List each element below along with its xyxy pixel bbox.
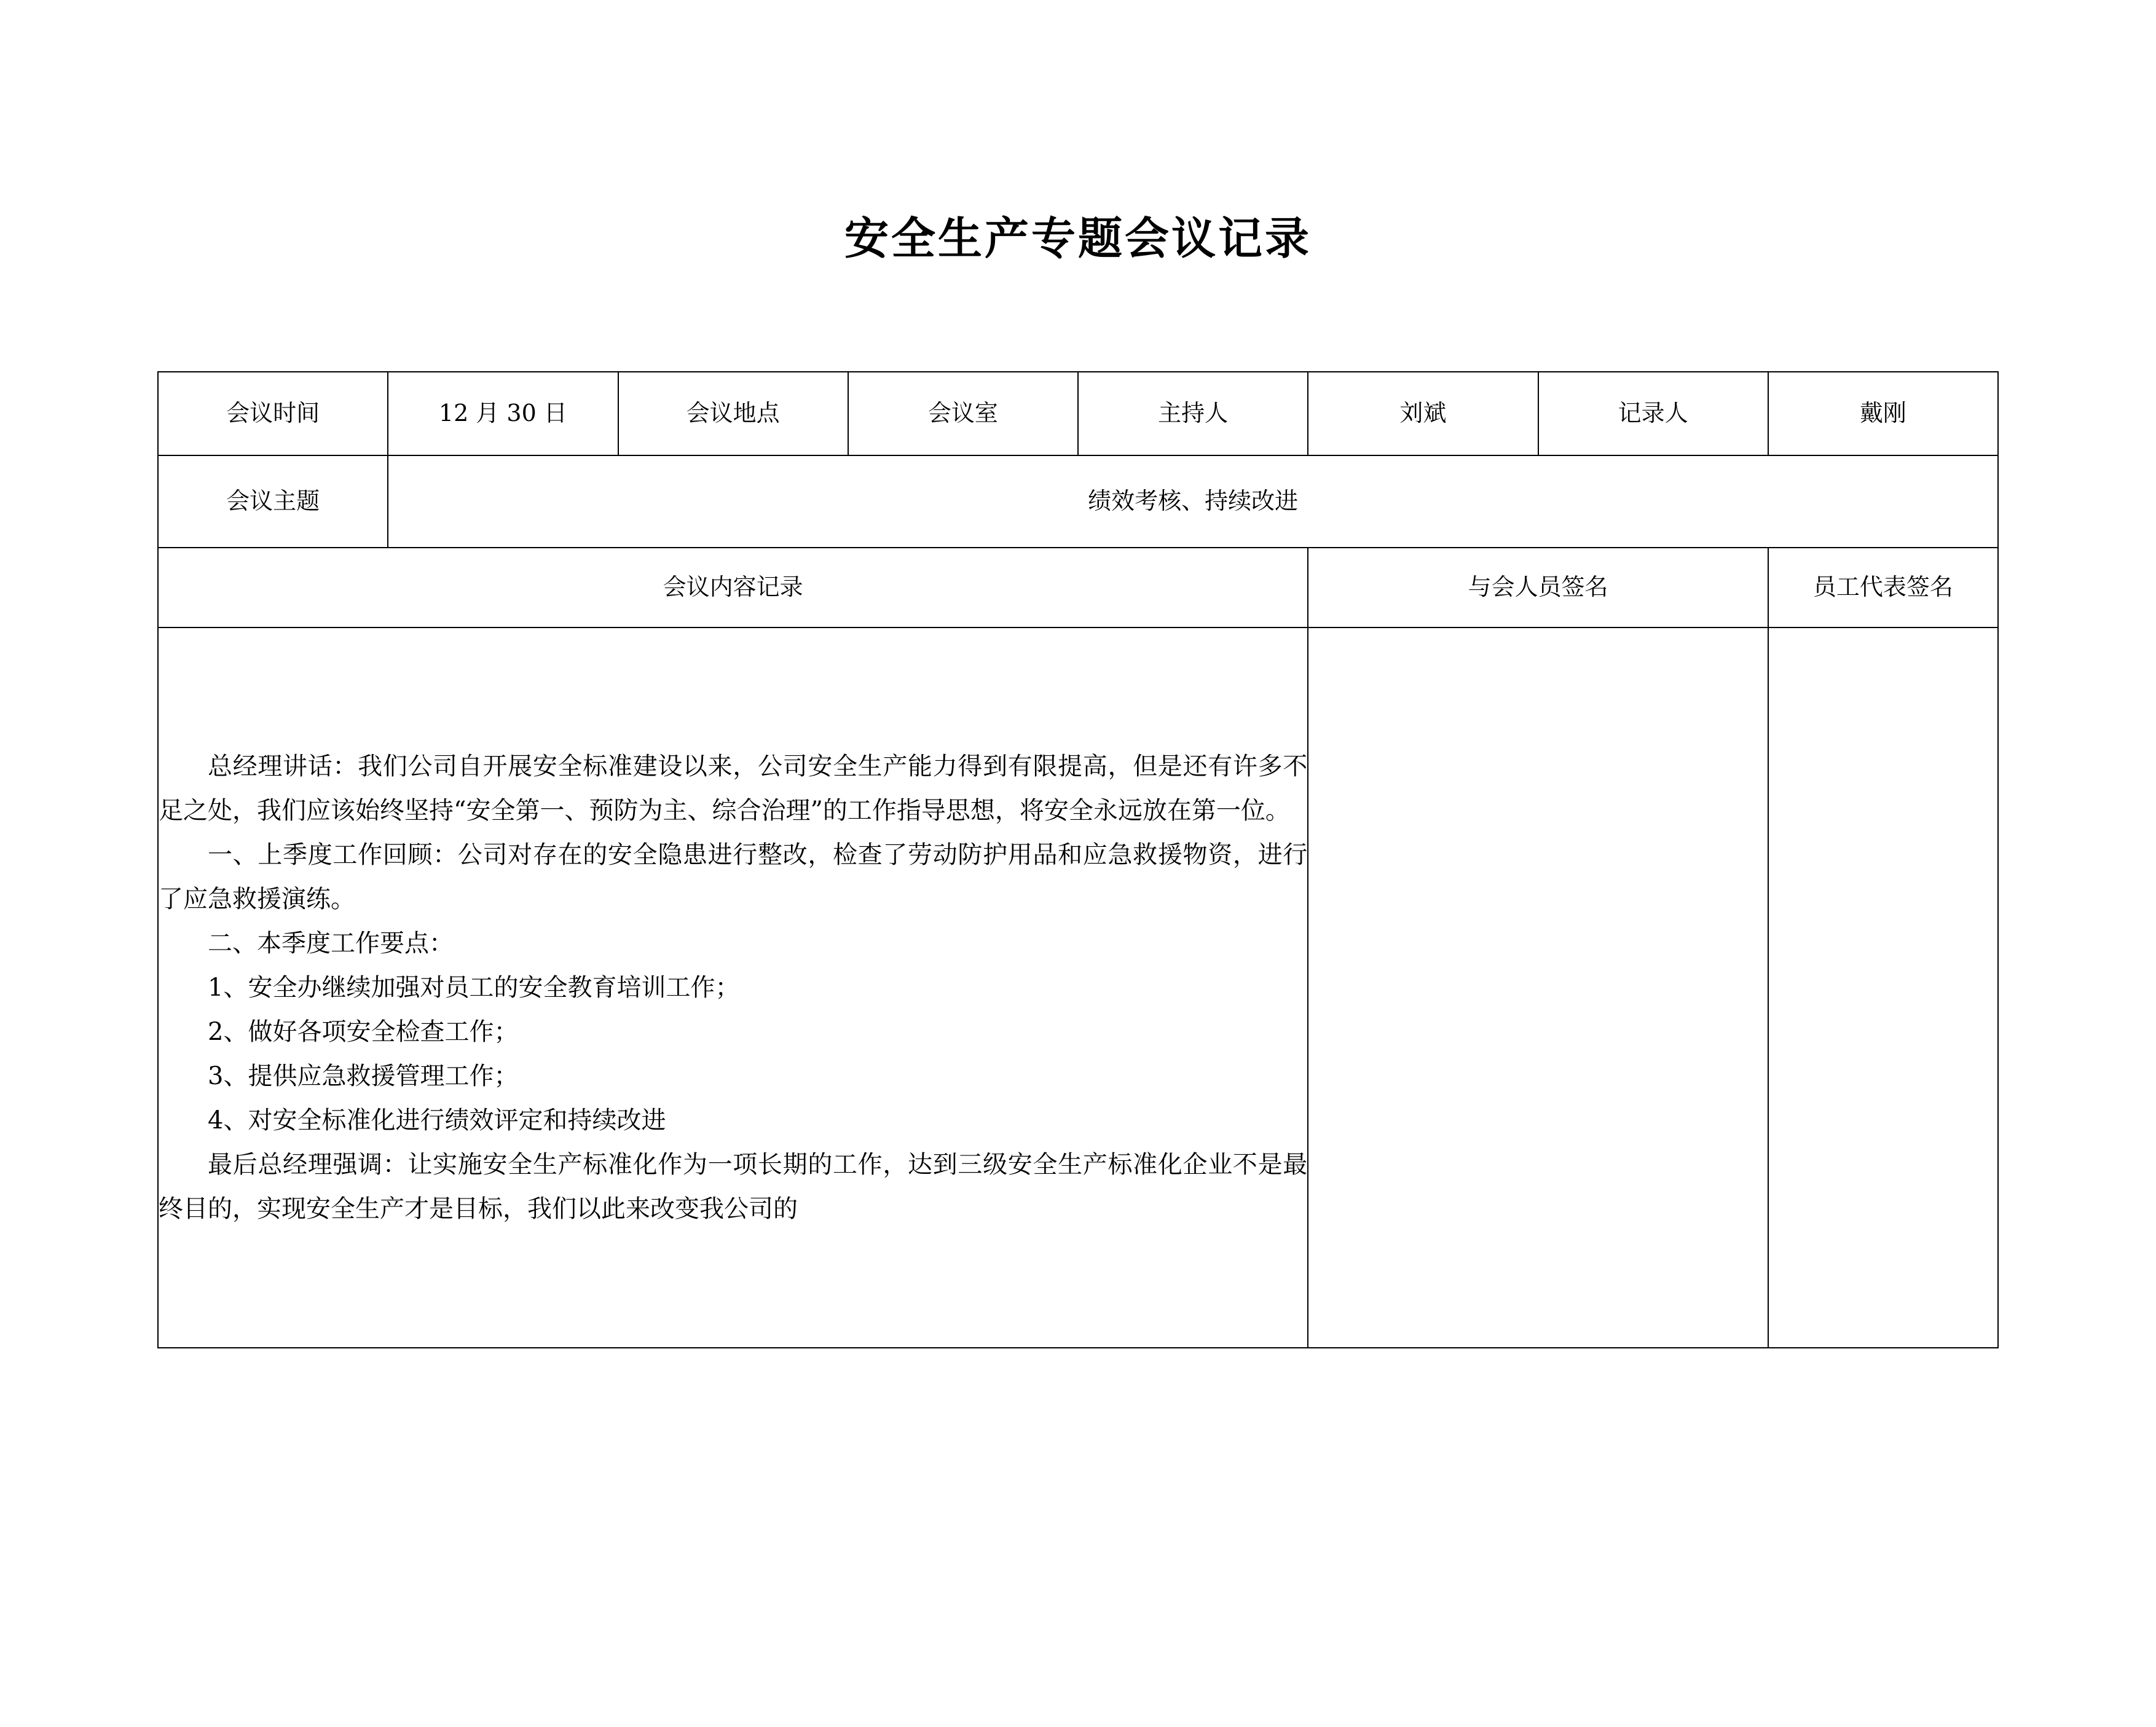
table-row-column-headers: [158, 548, 1998, 627]
column-header-attendee-signature: 与会人员签名: [1308, 548, 1768, 627]
label-meeting-topic: 会议主题: [158, 455, 388, 548]
meeting-content-cell: [158, 627, 1308, 1348]
content-paragraph: 二、本季度工作要点：: [208, 929, 454, 958]
content-paragraph: 3、提供应急救援管理工作；: [208, 1062, 519, 1090]
column-header-content: 会议内容记录: [158, 548, 1308, 627]
label-meeting-time: 会议时间: [158, 372, 388, 455]
value-meeting-recorder: 戴刚: [1768, 372, 1998, 455]
content-paragraph: 总经理讲话：我们公司自开展安全标准建设以来，公司安全生产能力得到有限提高，但是还有许多不足之处，我们应该始终坚持“安全第一、预防为主、综合治理”的工作指导思想，将安全永远放在第一位。: [159, 752, 1308, 825]
table-row-content: [158, 627, 1998, 1348]
document-page: [0, 203, 2156, 1727]
label-meeting-place: 会议地点: [618, 372, 848, 455]
content-paragraph: 4、对安全标准化进行绩效评定和持续改进: [208, 1106, 666, 1135]
table-row-meeting-topic: [158, 455, 1998, 548]
content-paragraph: 2、做好各项安全检查工作；: [208, 1018, 519, 1046]
content-paragraph: 最后总经理强调：让实施安全生产标准化作为一项长期的工作，达到三级安全生产标准化企业不是最终目的，实现安全生产才是目标，我们以此来改变我公司的: [159, 1151, 1308, 1223]
value-meeting-topic: 绩效考核、持续改进: [388, 455, 1998, 548]
content-paragraph: 一、上季度工作回顾：公司对存在的安全隐患进行整改，检查了劳动防护用品和应急救援物资，进行了应急救援演练。: [159, 841, 1308, 913]
table-row-meeting-info: [158, 372, 1998, 455]
page-title: 安全生产专题会议记录: [844, 213, 1312, 264]
meeting-record-table: [157, 371, 1999, 1348]
meeting-record-table-wrapper: [157, 371, 1999, 1348]
value-meeting-place: 会议室: [848, 372, 1078, 455]
label-meeting-recorder: 记录人: [1538, 372, 1768, 455]
label-meeting-host: 主持人: [1078, 372, 1308, 455]
value-meeting-host: 刘斌: [1308, 372, 1538, 455]
value-meeting-time: 12 月 30 日: [388, 372, 618, 455]
content-paragraph: 1、安全办继续加强对员工的安全教育培训工作；: [208, 974, 740, 1002]
employee-rep-signature-cell[interactable]: [1768, 627, 1998, 1348]
column-header-employee-rep-signature: 员工代表签名: [1768, 548, 1998, 627]
attendee-signature-cell[interactable]: [1308, 627, 1768, 1348]
